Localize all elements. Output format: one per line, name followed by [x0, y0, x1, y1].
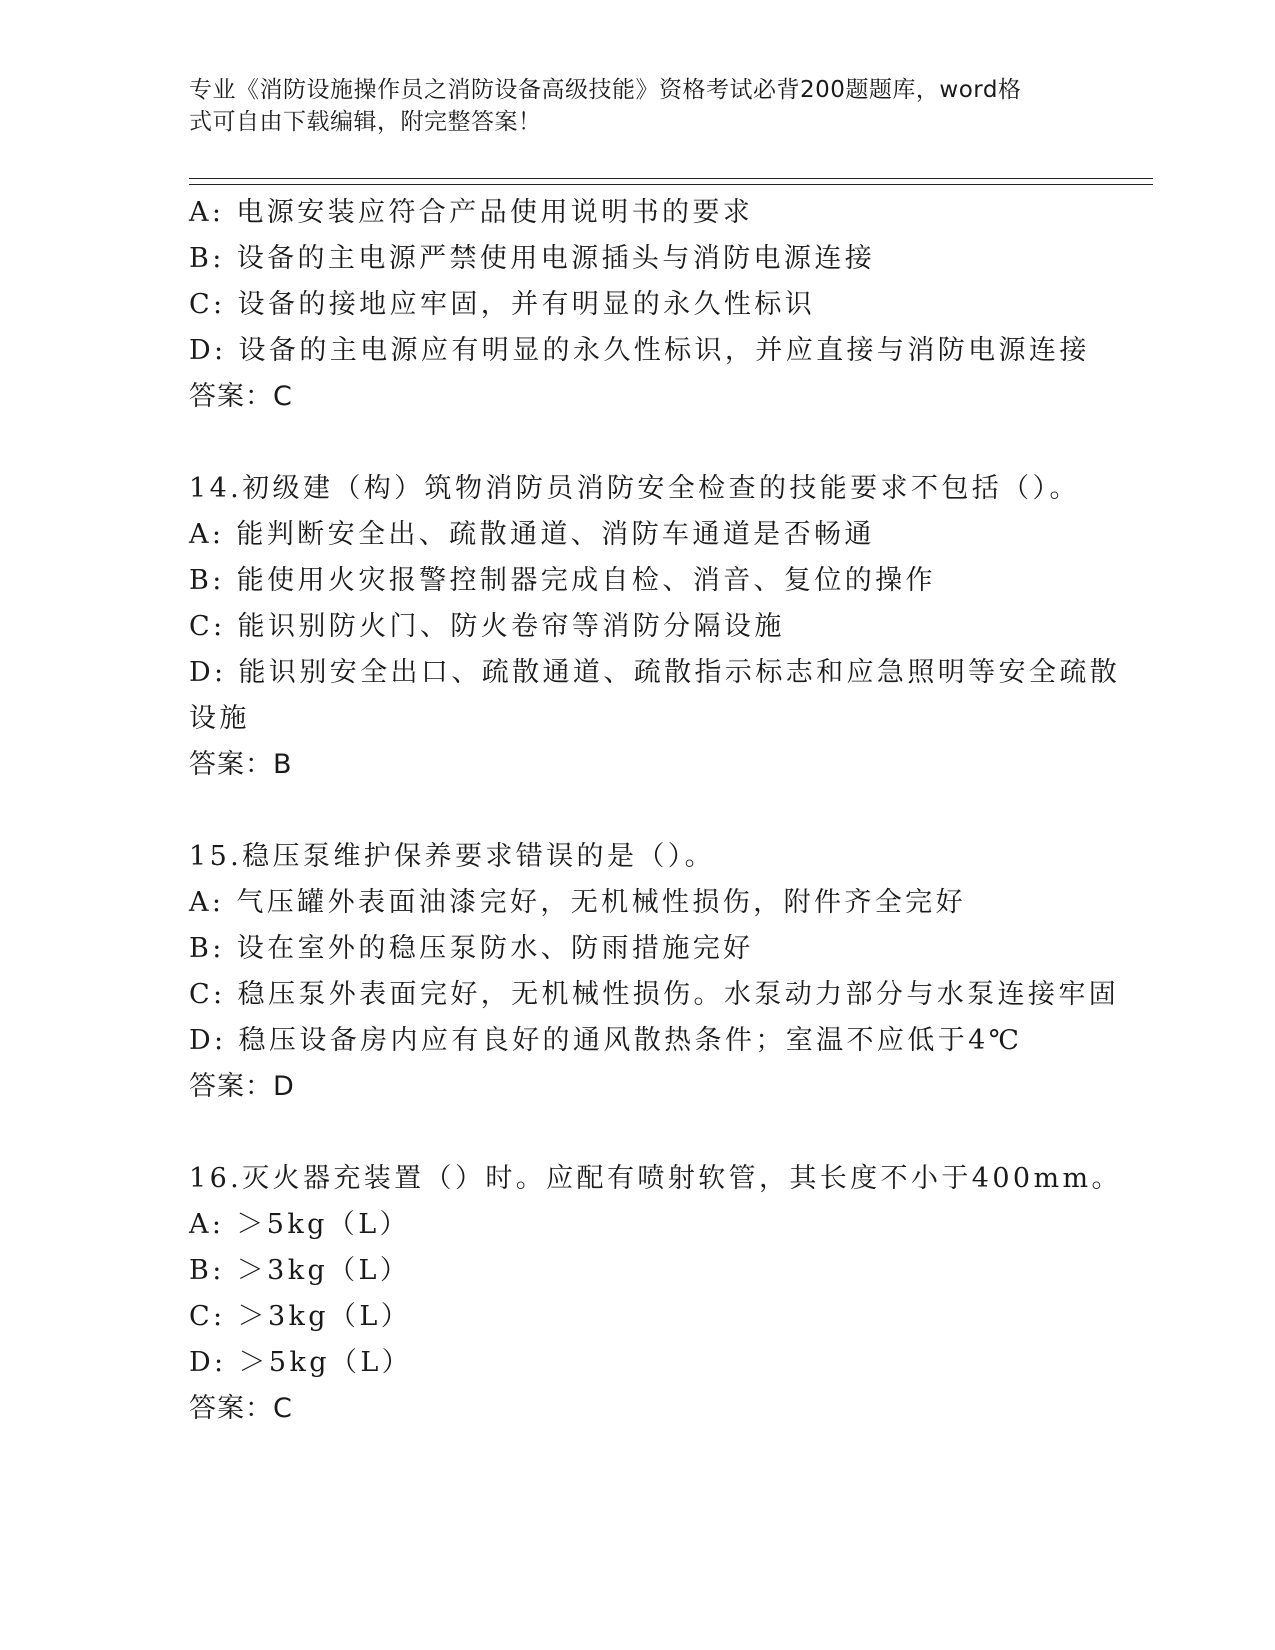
option-c: C: 稳压泵外表面完好，无机械性损伤。水泵动力部分与水泵连接牢固	[189, 979, 1120, 1010]
header-line-1: 专业《消防设施操作员之消防设备高级技能》资格考试必背200题题库，word格	[189, 77, 1022, 103]
option-c: C: 设备的接地应牢固，并有明显的永久性标识	[189, 289, 816, 320]
question-14	[189, 466, 1121, 788]
document-header	[189, 74, 1089, 138]
option-b: B: 设在室外的稳压泵防水、防雨措施完好	[189, 933, 754, 964]
option-d: D: 设备的主电源应有明显的永久性标识，并应直接与消防电源连接	[189, 335, 1090, 366]
option-d: D: ＞5kg（L）	[189, 1347, 413, 1378]
option-d: D: 能识别安全出口、疏散通道、疏散指示标志和应急照明等安全疏散	[189, 657, 1121, 688]
question-13	[189, 190, 1089, 420]
answer: 答案：D	[189, 1071, 295, 1102]
header-line-2: 式可自由下载编辑，附完整答案！	[189, 109, 542, 135]
option-b: B: 设备的主电源严禁使用电源插头与消防电源连接	[189, 243, 876, 274]
question-text: 16.灭火器充装置（）时。应配有喷射软管，其长度不小于400mm。	[189, 1163, 1122, 1194]
option-a: A: 能判断安全出、疏散通道、消防车通道是否畅通	[189, 519, 875, 550]
option-a: A: 气压罐外表面油漆完好，无机械性损伤，附件齐全完好	[189, 887, 966, 918]
spacer	[189, 1110, 1089, 1156]
answer: 答案：C	[189, 1393, 293, 1424]
header-divider-bottom	[189, 184, 1153, 185]
option-c: C: 能识别防火门、防火卷帘等消防分隔设施	[189, 611, 785, 642]
option-d-continued: 设施	[189, 703, 250, 734]
question-16	[189, 1156, 1122, 1432]
spacer	[189, 420, 1089, 466]
option-b: B: 能使用火灾报警控制器完成自检、消音、复位的操作	[189, 565, 936, 596]
option-b: B: ＞3kg（L）	[189, 1255, 411, 1286]
spacer	[189, 788, 1089, 834]
option-c: C: ＞3kg（L）	[189, 1301, 412, 1332]
option-a: A: 电源安装应符合产品使用说明书的要求	[189, 197, 754, 228]
question-text: 14.初级建（构）筑物消防员消防安全检查的技能要求不包括（）。	[189, 473, 1080, 504]
option-d: D: 稳压设备房内应有良好的通风散热条件；室温不应低于4℃	[189, 1025, 1023, 1056]
option-a: A: ＞5kg（L）	[189, 1209, 410, 1240]
question-15	[189, 834, 1120, 1110]
answer: 答案：B	[189, 749, 293, 780]
question-list	[189, 190, 1122, 1432]
answer: 答案：C	[189, 381, 293, 412]
header-divider-top	[189, 178, 1153, 179]
question-text: 15.稳压泵维护保养要求错误的是（）。	[189, 841, 716, 872]
